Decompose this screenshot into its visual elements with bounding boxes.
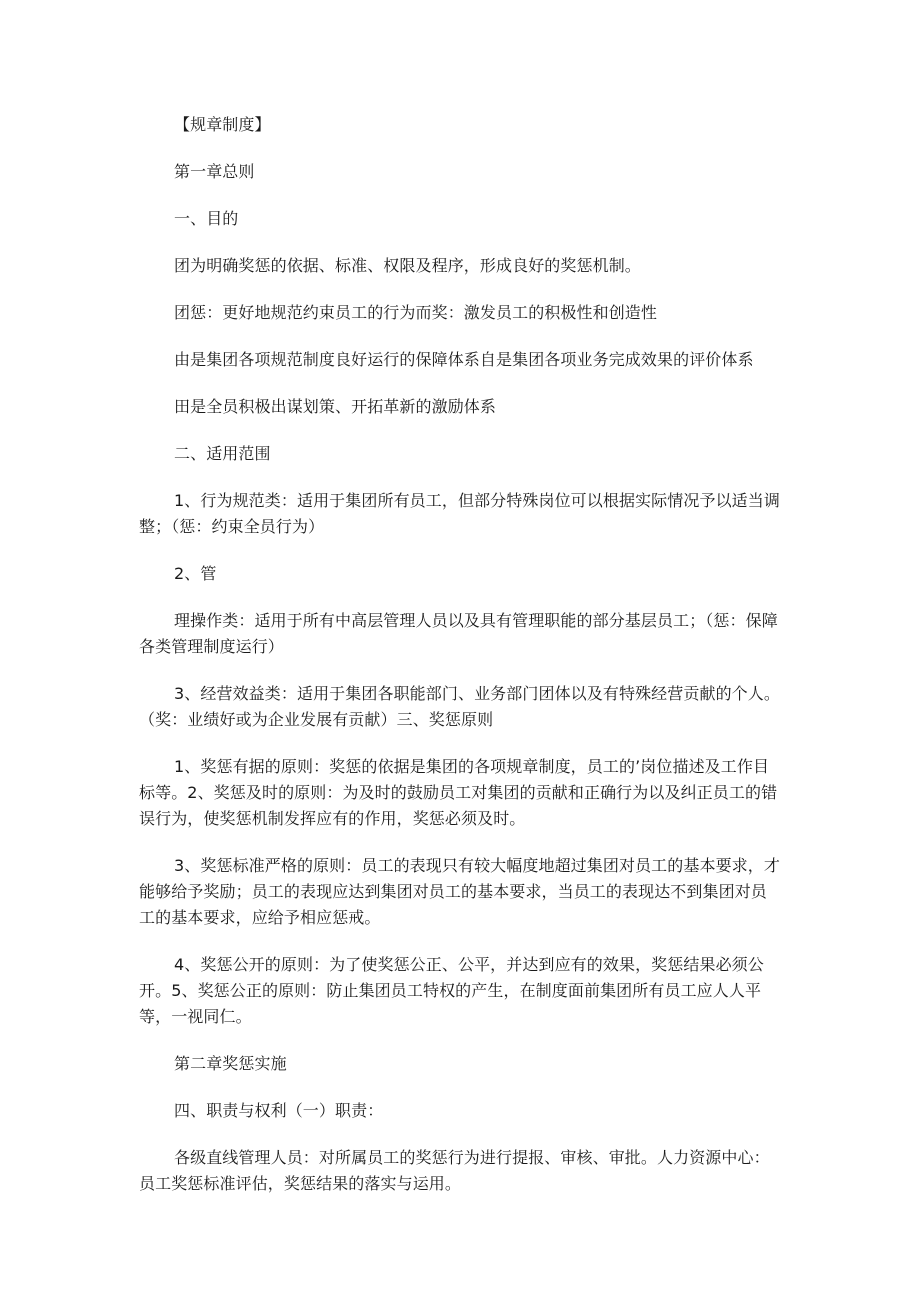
paragraph: 3、经营效益类：适用于集团各职能部门、业务部门团体以及有特殊经营贡献的个人。（奖：业绩好或为企业发展有贡献）三、奖惩原则 [139, 684, 780, 729]
paragraph: 田是全员积极出谋划策、开拓革新的激励体系 [174, 397, 497, 416]
paragraph: 1、行为规范类：适用于集团所有员工，但部分特殊岗位可以根据实际情况予以适当调整；（惩：约束全员行为） [139, 491, 780, 536]
paragraph: 理操作类：适用于所有中高层管理人员以及具有管理职能的部分基层员工；（惩：保障各类管理制度运行） [139, 611, 778, 656]
paragraph: 4、奖惩公开的原则：为了使奖惩公正、公平，并达到应有的效果，奖惩结果必须公开。5、奖惩公正的原则：防止集团员工特权的产生，在制度面前集团所有员工应人人平等，一视同仁。 [139, 955, 764, 1026]
paragraph: 各级直线管理人员：对所属员工的奖惩行为进行提报、审核、审批。人力资源中心：员工奖惩标准评估，奖惩结果的落实与运用。 [139, 1148, 770, 1193]
section-title: 二、适用范围 [174, 444, 271, 463]
paragraph: 3、奖惩标准严格的原则：员工的表现只有较大幅度地超过集团对员工的基本要求，才能够给予奖励；员工的表现应达到集团对员工的基本要求，当员工的表现达不到集团对员工的基本要求，应给予相应惩戒。 [139, 856, 780, 927]
section-title: 一、目的 [174, 209, 239, 228]
doc-heading: 【规章制度】 [174, 115, 271, 134]
chapter-title: 第二章奖惩实施 [174, 1054, 287, 1073]
chapter-title: 第一章总则 [174, 162, 255, 181]
paragraph: 由是集团各项规范制度良好运行的保障体系自是集团各项业务完成效果的评价体系 [174, 350, 754, 369]
section-title: 四、职责与权利（一）职责： [174, 1101, 384, 1120]
paragraph: 1、奖惩有据的原则：奖惩的依据是集团的各项规章制度，员工的’岗位描述及工作目标等。2、奖惩及时的原则：为及时的鼓励员工对集团的贡献和正确行为以及纠正员工的错误行为，使奖惩机制发挥应有的作用，奖惩必须及时。 [139, 757, 778, 828]
paragraph: 团惩：更好地规范约束员工的行为而奖：激发员工的积极性和创造性 [174, 303, 658, 322]
paragraph: 团为明确奖惩的依据、标准、权限及程序，形成良好的奖惩机制。 [174, 256, 641, 275]
paragraph: 2、管 [174, 564, 217, 583]
document-body [139, 112, 781, 1197]
